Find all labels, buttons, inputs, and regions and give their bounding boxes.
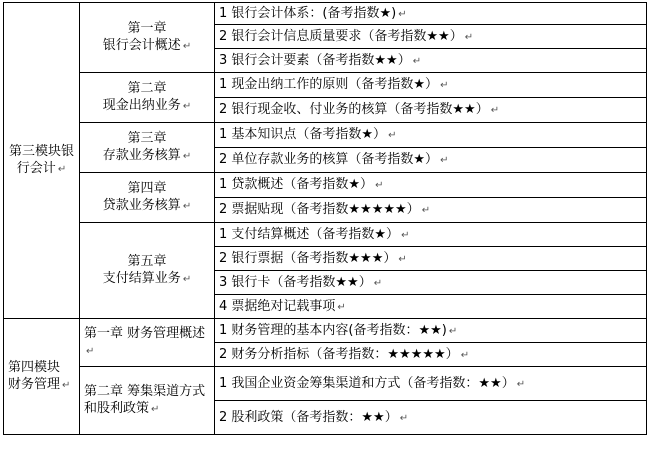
module-title: 第三模块银行会计 bbox=[8, 144, 74, 176]
item-text: 3 银行会计要素（备考指数★★） bbox=[219, 52, 411, 68]
chapter-title: 第五章 支付结算业务 bbox=[102, 254, 181, 286]
chapter-cell: 第三章 存款业务核算 ↵ bbox=[80, 123, 215, 173]
item-text: 1 我国企业资金筹集渠道和方式（备考指数：★★） bbox=[219, 375, 515, 391]
item-cell: 2 单位存款业务的核算（备考指数★） ↵ bbox=[215, 148, 647, 173]
item-text: 2 财务分析指标（备考指数：★★★★★） bbox=[219, 346, 459, 362]
item-cell: 2 银行现金收、付业务的核算（备考指数★★） ↵ bbox=[215, 98, 647, 123]
item-cell: 1 基本知识点（备考指数★） ↵ bbox=[215, 123, 647, 148]
module-cell: 第四模块 财务管理 ↵ bbox=[4, 319, 80, 435]
item-text: 1 贷款概述（备考指数★） bbox=[219, 177, 374, 192]
module-title: 第四模块 财务管理 bbox=[8, 360, 61, 392]
item-text: 1 支付结算概述（备考指数★） bbox=[219, 226, 400, 242]
item-cell: 2 财务分析指标（备考指数：★★★★★） ↵ bbox=[215, 343, 647, 367]
chapter-cell: 第一章 银行会计概述 ↵ bbox=[80, 3, 215, 73]
item-text: 1 银行会计体系：(备考指数★) bbox=[219, 5, 397, 21]
chapter-cell: 第五章 支付结算业务 ↵ bbox=[80, 223, 215, 319]
chapter-title: 第二章 筹集渠道方式和股利政策 bbox=[84, 384, 206, 416]
item-cell: 1 财务管理的基本内容(备考指数：★★) ↵ bbox=[215, 319, 647, 343]
chapter-cell: 第四章 贷款业务核算 ↵ bbox=[80, 173, 215, 223]
chapter-title: 第三章 存款业务核算 bbox=[102, 131, 181, 163]
module-cell: 第三模块银行会计 ↵ bbox=[4, 3, 80, 319]
item-cell: 1 银行会计体系：(备考指数★) ↵ bbox=[215, 3, 647, 25]
chapter-cell: 第一章 财务管理概述↵ bbox=[80, 319, 215, 367]
item-text: 3 银行卡（备考指数★★） bbox=[219, 274, 372, 290]
item-text: 1 现金出纳工作的原则（备考指数★） bbox=[219, 77, 439, 92]
item-cell: 2 银行会计信息质量要求（备考指数★★） ↵ bbox=[215, 25, 647, 49]
item-cell: 2 股利政策（备考指数：★★） ↵ bbox=[215, 401, 647, 435]
item-text: 1 基本知识点（备考指数★） bbox=[219, 127, 387, 142]
syllabus-table bbox=[3, 2, 647, 435]
item-text: 2 股利政策（备考指数：★★） bbox=[219, 409, 398, 425]
item-cell: 4 票据绝对记载事项 ↵ bbox=[215, 295, 647, 319]
item-text: 2 银行现金收、付业务的核算（备考指数★★） bbox=[219, 102, 489, 117]
chapter-cell: 第二章 筹集渠道方式和股利政策 ↵ bbox=[80, 367, 215, 435]
chapter-title: 第一章 银行会计概述 bbox=[102, 21, 181, 53]
chapter-cell: 第二章 现金出纳业务 ↵ bbox=[80, 73, 215, 123]
chapter-title: 第二章 现金出纳业务 bbox=[102, 81, 181, 113]
item-text: 1 财务管理的基本内容(备考指数：★★) bbox=[219, 322, 447, 338]
item-cell: 1 现金出纳工作的原则（备考指数★） ↵ bbox=[215, 73, 647, 98]
item-cell: 1 我国企业资金筹集渠道和方式（备考指数：★★） ↵ bbox=[215, 367, 647, 401]
chapter-title: 第一章 财务管理概述 bbox=[84, 326, 206, 341]
chapter-title: 第四章 贷款业务核算 bbox=[102, 181, 181, 213]
item-cell: 2 票据贴现（备考指数★★★★★） ↵ bbox=[215, 198, 647, 223]
item-cell: 1 支付结算概述（备考指数★） ↵ bbox=[215, 223, 647, 247]
item-text: 2 银行会计信息质量要求（备考指数★★） bbox=[219, 28, 463, 44]
item-text: 2 票据贴现（备考指数★★★★★） bbox=[219, 202, 420, 217]
item-cell: 2 银行票据（备考指数★★★） ↵ bbox=[215, 247, 647, 271]
item-text: 2 单位存款业务的核算（备考指数★） bbox=[219, 152, 439, 167]
item-cell: 1 贷款概述（备考指数★） ↵ bbox=[215, 173, 647, 198]
item-cell: 3 银行卡（备考指数★★） ↵ bbox=[215, 271, 647, 295]
item-cell: 3 银行会计要素（备考指数★★） ↵ bbox=[215, 49, 647, 73]
item-text: 2 银行票据（备考指数★★★） bbox=[219, 250, 397, 266]
item-text: 4 票据绝对记载事项 bbox=[219, 298, 336, 314]
